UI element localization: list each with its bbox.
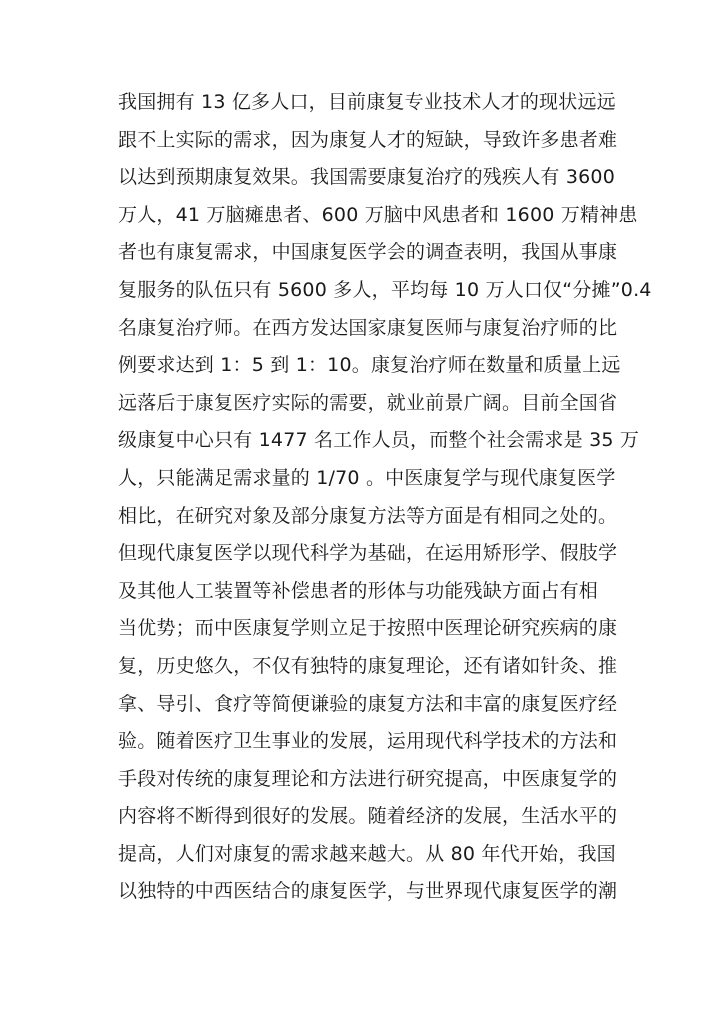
text-line: 以独特的中西医结合的康复医学，与世界现代康复医学的潮 <box>118 880 618 903</box>
text-line: 相比，在研究对象及部分康复方法等方面是有相同之处的。 <box>118 504 618 527</box>
text-line: 级康复中心只有 1477 名工作人员，而整个社会需求是 35 万 <box>118 429 640 452</box>
text-line: 拿、导引、食疗等简便谦验的康复方法和丰富的康复医疗经 <box>118 692 618 715</box>
text-line: 手段对传统的康复理论和方法进行研究提高，中医康复学的 <box>118 767 618 790</box>
text-line: 者也有康复需求，中国康复医学会的调查表明，我国从事康 <box>118 241 618 264</box>
text-line: 例要求达到 1：5 到 1：10。康复治疗师在数量和质量上远 <box>118 354 621 377</box>
text-line: 万人，41 万脑瘫患者、600 万脑中风患者和 1600 万精神患 <box>118 203 638 226</box>
text-line: 名康复治疗师。在西方发达国家康复医师与康复治疗师的比 <box>118 316 618 339</box>
text-line: 复服务的队伍只有 5600 多人，平均每 10 万人口仅“分摊”0.4 <box>118 278 652 301</box>
body-paragraph <box>118 84 652 911</box>
text-line: 远落后于康复医疗实际的需要，就业前景广阔。目前全国省 <box>118 391 618 414</box>
text-line: 以达到预期康复效果。我国需要康复治疗的残疾人有 3600 <box>118 166 615 189</box>
text-line: 及其他人工装置等补偿患者的形体与功能残缺方面占有相 <box>118 579 599 602</box>
text-line: 跟不上实际的需求，因为康复人才的短缺，导致许多患者难 <box>118 128 618 151</box>
text-line: 当优势；而中医康复学则立足于按照中医理论研究疾病的康 <box>118 617 618 640</box>
text-line: 验。随着医疗卫生事业的发展，运用现代科学技术的方法和 <box>118 730 618 753</box>
text-line: 内容将不断得到很好的发展。随着经济的发展，生活水平的 <box>118 805 618 828</box>
text-line: 复，历史悠久，不仅有独特的康复理论，还有诸如针灸、推 <box>118 654 618 677</box>
text-line: 提高，人们对康复的需求越来越大。从 80 年代开始，我国 <box>118 842 616 865</box>
text-line: 人，只能满足需求量的 1/70 。中医康复学与现代康复医学 <box>118 466 616 489</box>
text-line: 我国拥有 13 亿多人口，目前康复专业技术人才的现状远远 <box>118 91 616 113</box>
text-line: 但现代康复医学以现代科学为基础，在运用矫形学、假肢学 <box>118 542 618 565</box>
